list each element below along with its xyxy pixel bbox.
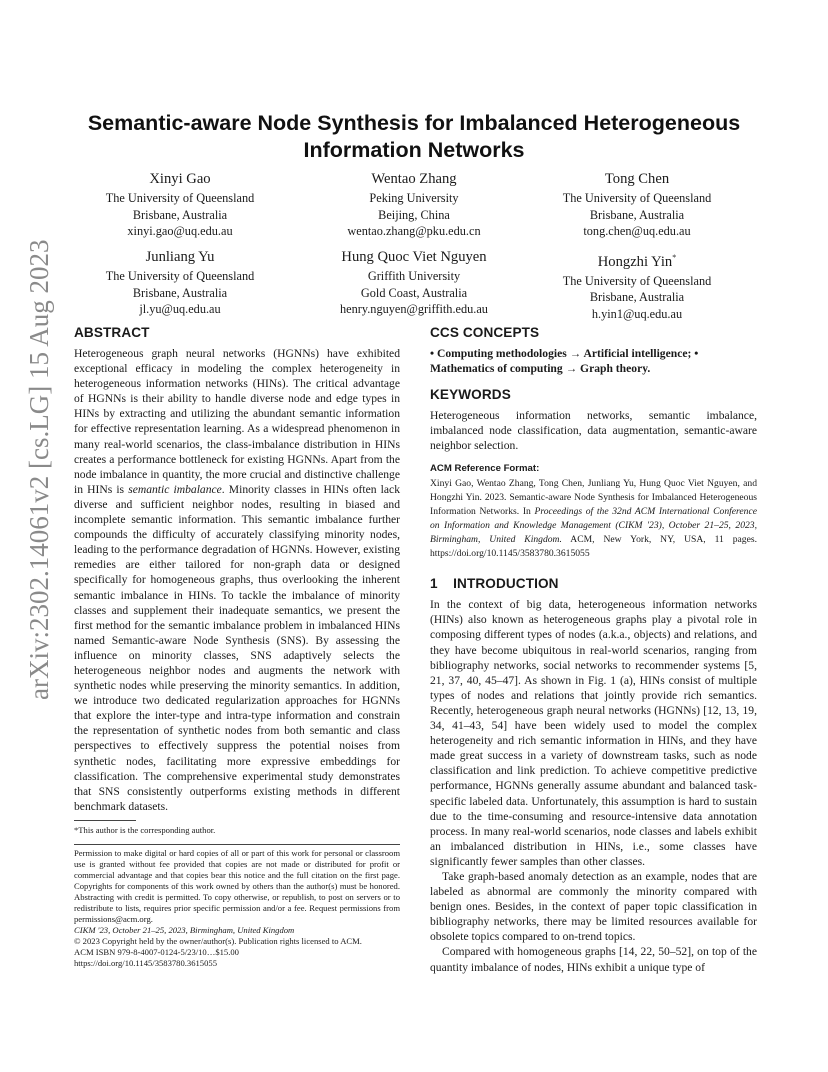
author-name: Junliang Yu bbox=[145, 249, 215, 265]
author-location: Brisbane, Australia bbox=[589, 207, 685, 222]
acm-ref-heading: ACM Reference Format: bbox=[430, 463, 540, 475]
author-email: jl.yu@uq.edu.au bbox=[139, 302, 221, 316]
author-affiliation: Peking University bbox=[369, 191, 459, 205]
author-affiliation: Griffith University bbox=[367, 269, 461, 283]
ccs-heading: CCS CONCEPTS bbox=[430, 325, 540, 340]
author-location: Brisbane, Australia bbox=[132, 285, 228, 300]
abstract-heading: ABSTRACT bbox=[74, 325, 150, 340]
author-name: Xinyi Gao bbox=[149, 171, 211, 187]
author-card bbox=[497, 248, 777, 322]
permission-notice bbox=[74, 848, 400, 969]
author-email: wentao.zhang@pku.edu.cn bbox=[347, 224, 481, 238]
author-name: Tong Chen bbox=[604, 171, 670, 187]
author-email: xinyi.gao@uq.edu.au bbox=[127, 224, 233, 238]
author-name: Hung Quoc Viet Nguyen bbox=[341, 249, 487, 265]
paper-title: Semantic-aware Node Synthesis for Imbalanced Heterogeneous Information Networks bbox=[87, 111, 741, 162]
footnote: *This author is the corresponding author. bbox=[74, 824, 216, 835]
arxiv-stamp: arXiv:2302.14061v2 [cs.LG] 15 Aug 2023 bbox=[24, 239, 54, 700]
author-location: Gold Coast, Australia bbox=[360, 285, 468, 300]
author-email: henry.nguyen@griffith.edu.au bbox=[340, 302, 488, 316]
corresponding-mark: * bbox=[672, 253, 677, 262]
author-affiliation: The University of Queensland bbox=[562, 273, 712, 288]
author-card bbox=[497, 170, 777, 240]
permission-rule bbox=[74, 844, 400, 845]
author-location: Brisbane, Australia bbox=[589, 290, 685, 305]
intro-paragraph-3: Compared with homogeneous graphs [14, 22, 50–52], on top of the quantity imbalance of nodes, HINs exhibit a unique type of bbox=[430, 945, 757, 974]
doi-link[interactable]: https://doi.org/10.1145/3583780.3615055 bbox=[74, 957, 217, 968]
right-column bbox=[430, 324, 757, 975]
author-affiliation: The University of Queensland bbox=[105, 191, 255, 205]
footnote-rule bbox=[74, 820, 136, 821]
author-name: Hongzhi Yin* bbox=[597, 253, 677, 270]
author-email: h.yin1@uq.edu.au bbox=[591, 306, 683, 321]
keywords-text: Heterogeneous information networks, semantic imbalance, imbalanced node classification, data augmentation, semantic-aware neighbor selection. bbox=[430, 409, 757, 453]
intro-paragraph-1: In the context of big data, heterogeneous information networks (HINs) also known as heterogeneous graphs play a pivotal role in composing different types of nodes (a.k.a., objects) and relations, and they have become ubiquitous in real-world scenarios, ranging from bibliography networks, social networks to recommender systems [5, 21, 37, 40, 45–47]. As shown in Fig. 1 (a), HINs consist of multiple types of nodes and relations that jointly provide rich semantics. Recently, heterogeneous graph neural networks (HGNNs) [12, 13, 19, 34, 41–43, 54] have been widely used to model the complex heterogeneity and rich semantic information in HINs, and they have made great success in a variety of downstream tasks, such as node classification and link prediction. To achieve competitive predictive performance, HGNNs generally assume abundant and balanced task-specific labeled data. Unfortunately, this assumption is hard to sustain due to the time-consuming and resource-intensive data annotation process. In many real-world scenarios, node classes and labels exhibit an imbalanced distribution in HINs, i.e., some classes have significantly fewer samples than other classes. bbox=[430, 598, 757, 868]
author-email: tong.chen@uq.edu.au bbox=[583, 224, 691, 238]
author-location: Brisbane, Australia bbox=[132, 207, 228, 222]
ccs-concepts: • Computing methodologies → Artificial intelligence; • Mathematics of computing → Graph theory. bbox=[430, 347, 699, 375]
venue-line: CIKM '23, October 21–25, 2023, Birmingham, United Kingdom bbox=[74, 924, 295, 935]
acm-ref-text: Xinyi Gao, Wentao Zhang, Tong Chen, Junliang Yu, Hung Quoc Viet Nguyen, and Hongzhi Yin. 2023. Semantic-aware Node Synthesis for Imbalanced Heterogeneous Information Networks. In Proceedings of the 32nd ACM International Conference on Information and Knowledge Management (CIKM '23), October 21–25, 2023, Birmingham, United Kingdom. ACM, New York, NY, USA, 11 pages. https://doi.org/10.1145/3583780.3615055 bbox=[430, 478, 757, 560]
author-name: Wentao Zhang bbox=[371, 171, 457, 187]
intro-heading: 1 INTRODUCTION bbox=[430, 576, 559, 592]
author-affiliation: The University of Queensland bbox=[105, 269, 255, 283]
author-affiliation: The University of Queensland bbox=[562, 191, 712, 205]
isbn-line: ACM ISBN 979-8-4007-0124-5/23/10…$15.00 bbox=[74, 946, 239, 957]
keywords-heading: KEYWORDS bbox=[430, 387, 511, 402]
copyright-line: © 2023 Copyright held by the owner/author(s). Publication rights licensed to ACM. bbox=[74, 935, 362, 946]
left-column bbox=[74, 324, 400, 969]
author-location: Beijing, China bbox=[378, 207, 450, 222]
intro-paragraph-2: Take graph-based anomaly detection as an example, nodes that are labeled as abnormal are commonly the minority compared with benign ones. Besides, in the context of paper topic classification in bibliography networks, there may be limited resources available for obsolete topics compared to on-trend topics. bbox=[430, 869, 757, 944]
abstract-text: Heterogeneous graph neural networks (HGNNs) have exhibited exceptional efficacy in modeling the complex heterogeneity in heterogeneous information networks (HINs). The critical advantage of HGNNs is their ability to handle diverse node and edge types in HINs by extracting and utilizing the abundant semantic information for effective representation learning. As a widespread phenomenon in many real-world scenarios, the class-imbalance distribution in HINs creates a performance bottleneck for existing HGNNs. Apart from the node imbalance in quantity, the more crucial and distinctive challenge in HINs is semantic imbalance. Minority classes in HINs often lack diverse and sufficient neighbor nodes, resulting in biased and incomplete semantic information. This semantic imbalance further compounds the difficulty of accurately classifying minority nodes, leading to the performance degradation of HGNNs. However, existing remedies are either tailored for non-graph data or designed specifically for homogeneous graphs, thus overlooking the inherent semantic imbalance in HINs. To tackle the imbalance of minority classes and supplement their inadequate semantics, we present the first method for the semantic imbalance problem in imbalanced HINs named Semantic-aware Node Synthesis (SNS). By assessing the influence on minority classes, SNS adaptively selects the heterogeneous neighbor nodes and augments the network with synthetic nodes while preserving the minority semantics. In addition, we introduce two dedicated regularization approaches for HGNNs that explore the inter-type and intra-type information and constrain the representation of synthetic nodes from both semantic and class perspectives to effectively suppress the potential noises from synthetic nodes, facilitating more expressive embeddings for classification. The comprehensive experimental study demonstrates that SNS consistently outperforms existing methods in different benchmark datasets. bbox=[74, 347, 400, 813]
permission-text: Permission to make digital or hard copies of all or part of this work for personal or classroom use is granted without fee provided that copies are not made or distributed for profit or commercial advantage and that copies bear this notice and the full citation on the first page. Copyrights for components of this work owned by others than the author(s) must be honored. Abstracting with credit is permitted. To copy otherwise, or republish, to post on servers or to redistribute to lists, requires prior specific permission and/or a fee. Request permissions from permissions@acm.org. bbox=[74, 847, 400, 924]
